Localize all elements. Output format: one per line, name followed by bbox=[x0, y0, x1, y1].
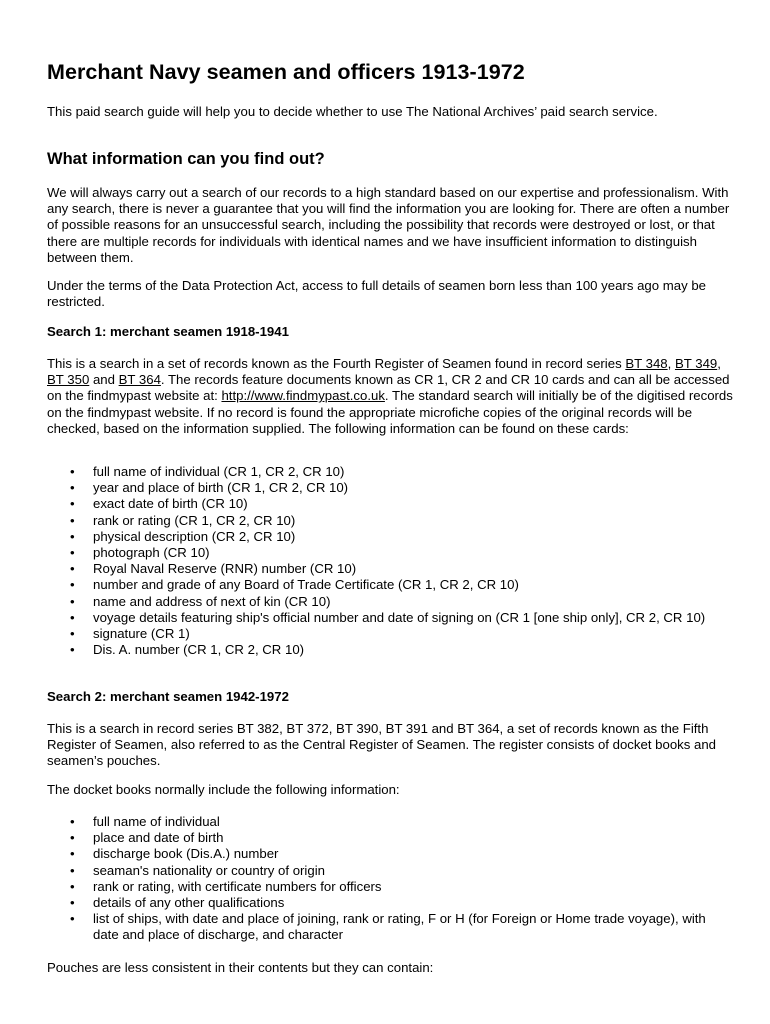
search1-paragraph bbox=[47, 356, 737, 437]
docket-list bbox=[47, 814, 712, 944]
list-item: • physical description (CR 2, CR 10) bbox=[47, 529, 712, 545]
list-item: • details of any other qualifications bbox=[47, 895, 712, 911]
list-item: • signature (CR 1) bbox=[47, 626, 712, 642]
cr-cards-list bbox=[47, 464, 712, 658]
link-findmypast[interactable]: http://www.findmypast.co.uk bbox=[221, 388, 385, 404]
search1-text-d: and bbox=[89, 372, 119, 388]
list-item: • Dis. A. number (CR 1, CR 2, CR 10) bbox=[47, 642, 712, 658]
list-item: • Royal Naval Reserve (RNR) number (CR 10) bbox=[47, 561, 712, 577]
section-heading: What information can you find out? bbox=[47, 150, 325, 168]
search2-paragraph: This is a search in record series BT 382, BT 372, BT 390, BT 391 and BT 364, a set of records known as the Fifth Register of Seamen, also referred to as the Central Register of Seamen. The register consists of docket books and seamen’s pouches. bbox=[47, 721, 717, 769]
search1-heading: Search 1: merchant seamen 1918-1941 bbox=[47, 324, 289, 339]
list-item: • name and address of next of kin (CR 10) bbox=[47, 594, 712, 610]
link-bt-349[interactable]: BT 349 bbox=[674, 356, 718, 371]
list-item: • place and date of birth bbox=[47, 830, 712, 846]
list-item: • discharge book (Dis.A.) number bbox=[47, 846, 712, 862]
search1-text-f: . The standard search will initially be of the digitised records on the findmypast website. If no record is found the appropriate microfiche copies of the original records will be checked, based on the information supplied. The following information can be found on these cards: bbox=[47, 388, 733, 436]
list-item: • year and place of birth (CR 1, CR 2, CR 10) bbox=[47, 480, 712, 496]
pouches-intro: Pouches are less consistent in their contents but they can contain: bbox=[47, 960, 434, 975]
search1-text-e: . The records feature documents known as CR 1, CR 2 and CR 10 cards and can all be accessed on the findmypast website at: bbox=[47, 372, 730, 404]
page-title: Merchant Navy seamen and officers 1913-1972 bbox=[47, 60, 525, 84]
list-item: • seaman's nationality or country of origin bbox=[47, 863, 712, 879]
search2-heading: Search 2: merchant seamen 1942-1972 bbox=[47, 689, 289, 704]
intro-paragraph: This paid search guide will help you to decide whether to use The National Archives’ paid search service. bbox=[47, 104, 658, 119]
info-paragraph: We will always carry out a search of our records to a high standard based on our expertise and professionalism. With any search, there is never a guarantee that you will find the information you are looking for. There are often a number of possible reasons for an unsuccessful search, including the possibility that records were destroyed or lost, or that there are multiple records for individuals with identical names and we have insufficient information to distinguish between them. bbox=[47, 185, 730, 265]
link-bt-350[interactable]: BT 350 bbox=[47, 372, 90, 388]
list-item: • photograph (CR 10) bbox=[47, 545, 712, 561]
list-item: • voyage details featuring ship's official number and date of signing on (CR 1 [one ship only], CR 2, CR 10) bbox=[47, 610, 712, 626]
link-bt-348[interactable]: BT 348 bbox=[625, 356, 668, 371]
list-item: • rank or rating (CR 1, CR 2, CR 10) bbox=[47, 513, 712, 529]
search1-text-b: , bbox=[667, 356, 675, 371]
list-item: • rank or rating, with certificate numbers for officers bbox=[47, 879, 712, 895]
list-item: • list of ships, with date and place of joining, rank or rating, F or H (for Foreign or Home trade voyage), with date and place of discharge, and character bbox=[47, 911, 712, 943]
list-item: • full name of individual (CR 1, CR 2, CR 10) bbox=[47, 464, 712, 480]
list-item: • exact date of birth (CR 10) bbox=[47, 496, 712, 512]
data-protection-paragraph: Under the terms of the Data Protection Act, access to full details of seamen born less than 100 years ago may be restricted. bbox=[47, 278, 706, 310]
link-bt-364[interactable]: BT 364 bbox=[118, 372, 161, 388]
search1-text-c: , bbox=[717, 356, 721, 371]
search1-text-a: This is a search in a set of records known as the Fourth Register of Seamen found in record series bbox=[47, 356, 626, 371]
docket-intro: The docket books normally include the following information: bbox=[47, 782, 400, 797]
list-item: • full name of individual bbox=[47, 814, 712, 830]
list-item: • number and grade of any Board of Trade Certificate (CR 1, CR 2, CR 10) bbox=[47, 577, 712, 593]
